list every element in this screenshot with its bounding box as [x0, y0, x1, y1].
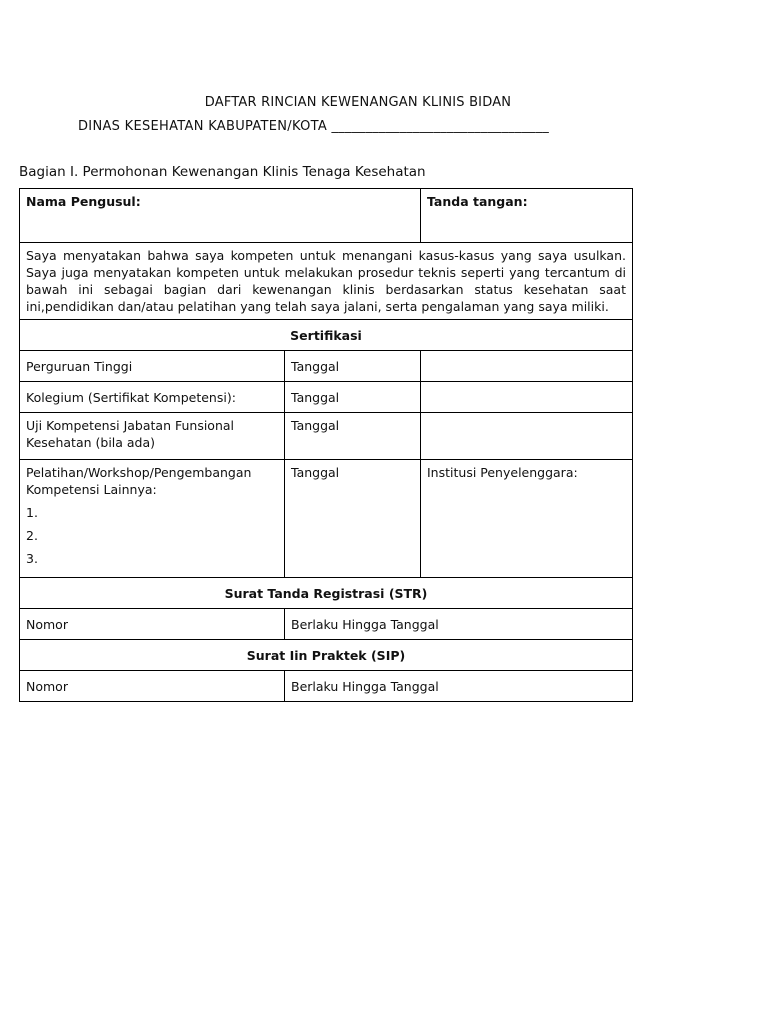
table-row — [20, 671, 633, 702]
str-heading: Surat Tanda Registrasi (STR) — [20, 578, 633, 609]
date-field[interactable]: Tanggal — [285, 351, 421, 382]
institution-field[interactable]: Institusi Penyelenggara: — [421, 460, 633, 578]
list-item[interactable]: 3. — [26, 551, 38, 566]
sip-valid-field[interactable]: Berlaku Hingga Tanggal — [285, 671, 633, 702]
training-list — [26, 501, 278, 570]
str-heading-row — [20, 578, 633, 609]
row-label: Kolegium (Sertifikat Kompetensi): — [20, 382, 285, 413]
sip-number-field[interactable]: Nomor — [20, 671, 285, 702]
statement-text: Saya menyatakan bahwa saya kompeten untuk menangani kasus-kasus yang saya usulkan. Saya juga menyatakan kompeten untuk melakukan prosedur teknis seperti yang tercantum di bawah ini sebagai bagian dari kewenangan klinis berdasarkan status kesehatan saat ini,pendidikan dan/atau pelatihan yang telah saya jalani, serta pengalaman yang saya miliki. — [20, 243, 633, 320]
application-form-table — [19, 188, 633, 702]
applicant-name-field[interactable] — [20, 189, 421, 243]
str-number-field[interactable]: Nomor — [20, 609, 285, 640]
row-label: Uji Kompetensi Jabatan Funsional Kesehatan (bila ada) — [20, 413, 285, 460]
applicant-name-label: Nama Pengusul: — [26, 194, 141, 209]
date-field[interactable]: Tanggal — [285, 382, 421, 413]
document-title: DAFTAR RINCIAN KEWENANGAN KLINIS BIDAN — [204, 95, 512, 110]
empty-cell[interactable] — [421, 382, 633, 413]
statement-row — [20, 243, 633, 320]
training-label: Pelatihan/Workshop/Pengembangan Kompetensi Lainnya: — [26, 465, 252, 497]
row-label: Perguruan Tinggi — [20, 351, 285, 382]
training-cell[interactable] — [20, 460, 285, 578]
date-field[interactable]: Tanggal — [285, 413, 421, 460]
training-row — [20, 460, 633, 578]
empty-cell[interactable] — [421, 413, 633, 460]
document-subtitle: DINAS KESEHATAN KABUPATEN/KOTA ________________________________ — [78, 119, 550, 134]
table-row — [20, 609, 633, 640]
certification-heading-row — [20, 320, 633, 351]
section-title: Bagian I. Permohonan Kewenangan Klinis Tenaga Kesehatan — [19, 164, 426, 180]
certification-heading: Sertifikasi — [20, 320, 633, 351]
list-item[interactable]: 1. — [26, 505, 38, 520]
signature-field[interactable] — [421, 189, 633, 243]
list-item[interactable]: 2. — [26, 528, 38, 543]
table-row — [20, 382, 633, 413]
table-row — [20, 351, 633, 382]
applicant-row — [20, 189, 633, 243]
empty-cell[interactable] — [421, 351, 633, 382]
sip-heading-row — [20, 640, 633, 671]
signature-label: Tanda tangan: — [427, 194, 528, 209]
table-row — [20, 413, 633, 460]
date-field[interactable]: Tanggal — [285, 460, 421, 578]
str-valid-field[interactable]: Berlaku Hingga Tanggal — [285, 609, 633, 640]
sip-heading: Surat Iin Praktek (SIP) — [20, 640, 633, 671]
